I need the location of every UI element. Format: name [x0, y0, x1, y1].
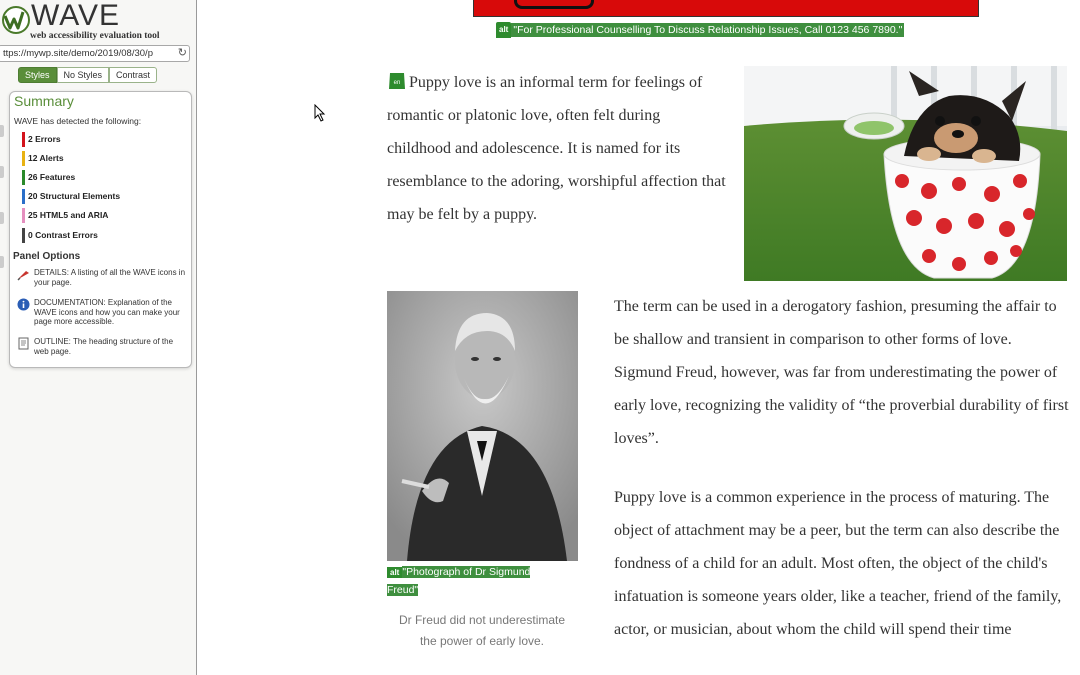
language-icon-text: en	[393, 80, 401, 86]
wave-logo-icon	[2, 6, 30, 34]
option-text: DETAILS: A listing of all the WAVE icons in your page.	[34, 268, 186, 287]
stat-label: 12 Alerts	[28, 153, 64, 163]
paragraph-puppy-love	[387, 66, 727, 231]
aria-color-bar	[22, 208, 25, 223]
stat-alerts[interactable]	[22, 151, 64, 166]
option-text: DOCUMENTATION: Explanation of the WAVE icons and how you can make your page more accessible.	[34, 298, 180, 326]
summary-panel	[9, 91, 192, 368]
side-tool-handle[interactable]	[0, 256, 4, 268]
tab-contrast[interactable]: Contrast	[109, 67, 157, 83]
tab-styles[interactable]: Styles	[18, 67, 57, 83]
url-text: ttps://mywp.site/demo/2019/08/30/p	[3, 48, 153, 59]
stat-label: 2 Errors	[28, 134, 61, 144]
paragraph-maturing: Puppy love is a common experience in the process of maturing. The object of attachment may be a peer, but the term can also describe the fondness of a child for an adult. Most often, the object of the child's infatuation is someone years older, like a teacher, friend of the family, actor, or musician, about whom the child will spend their time	[614, 489, 1062, 638]
reload-icon[interactable]: ↻	[177, 47, 187, 59]
option-details[interactable]	[17, 268, 189, 287]
banner-alt-text: "For Professional Counselling To Discuss Relationship Issues, Call 0123 456 7890."	[513, 24, 903, 36]
banner-phone-graphic	[514, 0, 594, 9]
side-tool-handle[interactable]	[0, 166, 4, 178]
stat-features[interactable]	[22, 170, 75, 185]
url-input[interactable]	[0, 45, 190, 62]
paragraph-freud: The term can be used in a derogatory fashion, presuming the affair to be shallow and transient in comparison to other forms of love. Sigmund Freud, however, was far from underestimating the power of early love, recognizing the validity of “the proverbial durability of first loves”.	[614, 298, 1069, 447]
freud-alt-text: "Photograph of Dr Sigmund Freud"	[387, 566, 531, 596]
info-icon	[17, 298, 30, 311]
language-icon	[387, 71, 407, 91]
paragraph-text: Puppy love is an informal term for feelings of romantic or platonic love, often felt during childhood and adolescence. It is named for its resemblance to the adoring, worshipful affection that may be felt by a puppy.	[387, 74, 726, 223]
wave-sidebar	[0, 0, 197, 675]
stat-contrast[interactable]	[22, 228, 98, 243]
features-color-bar	[22, 170, 25, 185]
summary-intro: WAVE has detected the following:	[14, 116, 142, 126]
alt-badge-icon: alt	[496, 22, 511, 38]
side-tool-handle[interactable]	[0, 125, 4, 137]
freud-photo	[387, 291, 578, 561]
document-outline-icon	[17, 337, 30, 350]
freud-alt-tag[interactable]	[387, 562, 557, 598]
banner-alt-tag[interactable]	[496, 23, 904, 37]
option-text: OUTLINE: The heading structure of the web page.	[34, 337, 174, 356]
alt-badge-icon: alt	[387, 567, 402, 578]
stat-label: 0 Contrast Errors	[28, 230, 98, 240]
alerts-color-bar	[22, 151, 25, 166]
stat-label: 26 Features	[28, 172, 76, 182]
wave-subtitle: web accessibility evaluation tool	[30, 31, 160, 41]
stat-label: 20 Structural Elements	[28, 191, 121, 201]
flag-icon	[17, 268, 30, 281]
wave-title: WAVE	[31, 0, 121, 32]
stat-errors[interactable]	[22, 132, 61, 147]
errors-color-bar	[22, 132, 25, 147]
contrast-color-bar	[22, 228, 25, 243]
panel-options-heading: Panel Options	[13, 251, 81, 262]
stat-label: 25 HTML5 and ARIA	[28, 210, 109, 220]
mouse-cursor-icon	[314, 104, 326, 122]
counselling-banner-image	[473, 0, 979, 17]
side-tool-handle[interactable]	[0, 212, 4, 224]
stat-structural[interactable]	[22, 189, 120, 204]
option-documentation[interactable]	[17, 298, 189, 327]
stat-aria[interactable]	[22, 208, 108, 223]
structural-color-bar	[22, 189, 25, 204]
option-outline[interactable]	[17, 337, 189, 356]
tab-no-styles[interactable]: No Styles	[57, 67, 110, 83]
puppy-teacup-photo	[744, 66, 1067, 281]
summary-heading: Summary	[14, 93, 74, 109]
wave-logo	[2, 2, 192, 42]
view-tabs	[18, 67, 157, 83]
freud-caption: Dr Freud did not underestimate the power of early love.	[398, 613, 566, 648]
